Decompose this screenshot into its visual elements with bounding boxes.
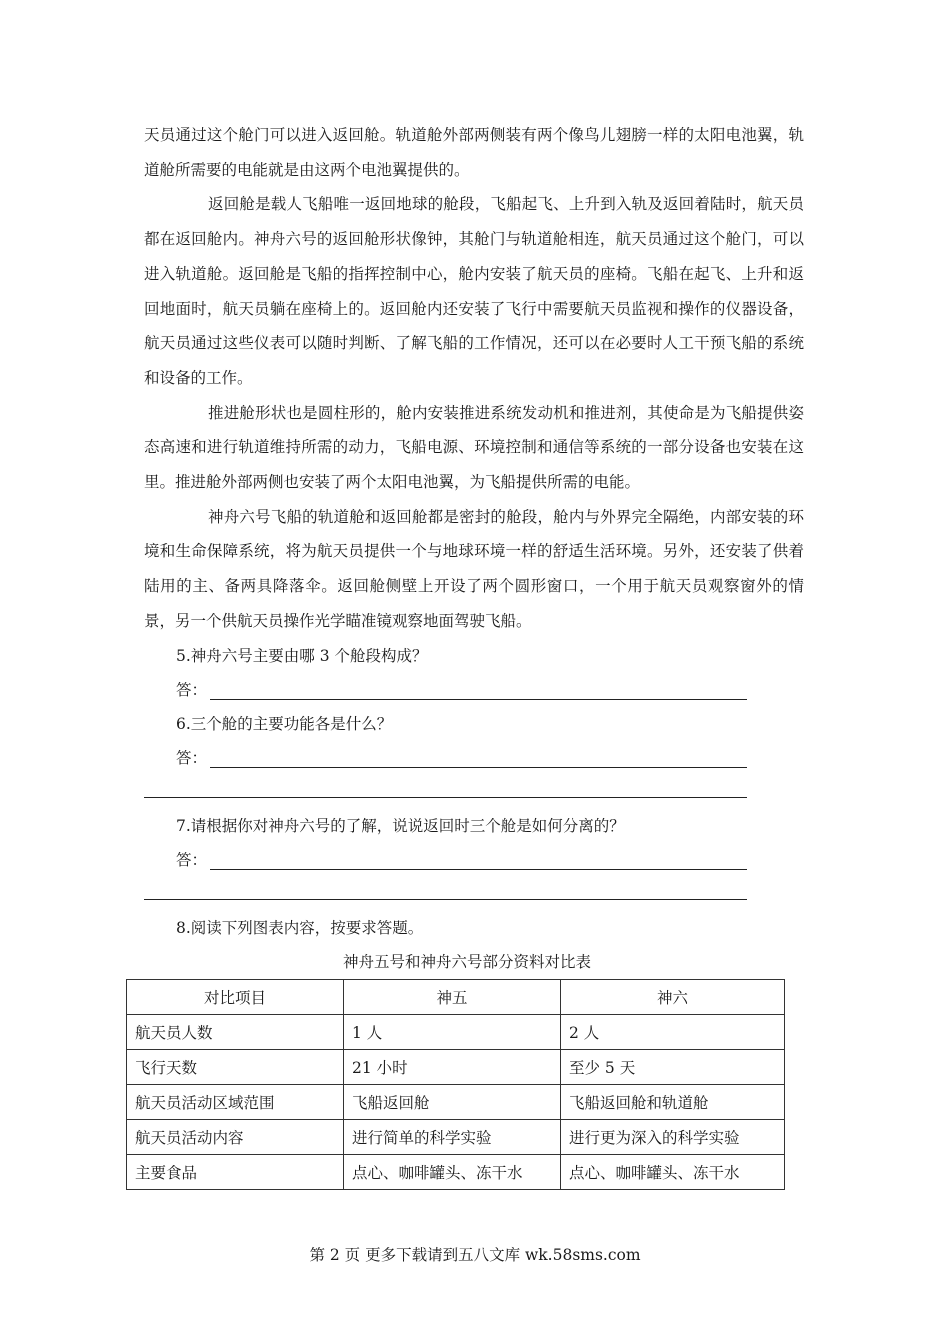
table-row: [127, 1154, 785, 1189]
question-5: 5.神舟六号主要由哪 3 个舱段构成？: [176, 646, 428, 665]
answer-label: 答：: [176, 850, 208, 869]
answer-underline: [210, 699, 747, 700]
paragraph-orbital-module-end: 天员通过这个舱门可以进入返回舱。轨道舱外部两侧装有两个像鸟儿翅膀一样的太阳电池翼，轨道舱所需要的电能就是由这两个电池翼提供的。: [144, 126, 804, 179]
table-header-cell: 对比项目: [127, 979, 344, 1014]
answer-label: 答：: [176, 748, 208, 767]
answer-underline: [210, 869, 747, 870]
table-cell: 主要食品: [127, 1154, 344, 1189]
table-cell: 21 小时: [344, 1049, 561, 1084]
table-row: [127, 1049, 785, 1084]
table-header-cell: 神六: [561, 979, 785, 1014]
table-title: 神舟五号和神舟六号部分资料对比表: [342, 952, 591, 971]
table-cell: 点心、咖啡罐头、冻干水: [561, 1154, 785, 1189]
answer-line-6[interactable]: [144, 741, 804, 775]
answer-underline: [210, 767, 747, 768]
table-cell: 航天员人数: [127, 1014, 344, 1049]
table-cell: 飞船返回舱和轨道舱: [561, 1084, 785, 1119]
answer-underline: [144, 797, 747, 798]
table-cell: 至少 5 天: [561, 1049, 785, 1084]
table-header-row: [127, 979, 785, 1014]
question-8: 8.阅读下列图表内容，按要求答题。: [176, 918, 424, 937]
paragraph-propulsion-module: 推进舱形状也是圆柱形的，舱内安装推进系统发动机和推进剂，其使命是为飞船提供姿态高速和进行轨道维持所需的动力，飞船电源、环境控制和通信等系统的一部分设备也安装在这里。推进舱外部两侧也安装了两个太阳电池翼，为飞船提供所需的电能。: [144, 403, 804, 492]
answer-line-7[interactable]: [144, 843, 804, 877]
paragraph-sealed-modules: 神舟六号飞船的轨道舱和返回舱都是密封的舱段，舱内与外界完全隔绝，内部安装的环境和生命保障系统，将为航天员提供一个与地球环境一样的舒适生活环境。另外，还安装了供着陆用的主、备两具降落伞。返回舱侧壁上开设了两个圆形窗口，一个用于航天员观察窗外的情景，另一个供航天员操作光学瞄准镜观察地面驾驶飞船。: [144, 507, 804, 630]
table-cell: 航天员活动区域范围: [127, 1084, 344, 1119]
table-cell: 飞行天数: [127, 1049, 344, 1084]
table-cell: 2 人: [561, 1014, 785, 1049]
table-cell: 进行更为深入的科学实验: [561, 1119, 785, 1154]
table-row: [127, 1014, 785, 1049]
answer-label: 答：: [176, 680, 208, 699]
question-6: 6.三个舱的主要功能各是什么？: [176, 714, 393, 733]
table-row: [127, 1119, 785, 1154]
answer-line-7-continued[interactable]: [144, 877, 804, 911]
table-header-cell: 神五: [344, 979, 561, 1014]
answer-line-5[interactable]: [144, 673, 804, 707]
comparison-table: [126, 979, 785, 1190]
paragraph-return-module: 返回舱是载人飞船唯一返回地球的舱段，飞船起飞、上升到入轨及返回着陆时，航天员都在返回舱内。神舟六号的返回舱形状像钟，其舱门与轨道舱相连，航天员通过这个舱门，可以进入轨道舱。返回舱是飞船的指挥控制中心，舱内安装了航天员的座椅。飞船在起飞、上升和返回地面时，航天员躺在座椅上的。返回舱内还安装了飞行中需要航天员监视和操作的仪器设备，航天员通过这些仪表可以随时判断、了解飞船的工作情况，还可以在必要时人工干预飞船的系统和设备的工作。: [144, 195, 804, 387]
document-body: [135, 118, 804, 1190]
question-7: 7.请根据你对神舟六号的了解，说说返回时三个舱是如何分离的？: [176, 816, 625, 835]
table-cell: 1 人: [344, 1014, 561, 1049]
table-cell: 进行简单的科学实验: [344, 1119, 561, 1154]
table-cell: 点心、咖啡罐头、冻干水: [344, 1154, 561, 1189]
table-cell: 航天员活动内容: [127, 1119, 344, 1154]
table-row: [127, 1084, 785, 1119]
table-cell: 飞船返回舱: [344, 1084, 561, 1119]
page-footer: 第 2 页 更多下载请到五八文库 wk.58sms.com: [309, 1246, 641, 1264]
answer-underline: [144, 899, 747, 900]
answer-line-6-continued[interactable]: [144, 775, 804, 809]
